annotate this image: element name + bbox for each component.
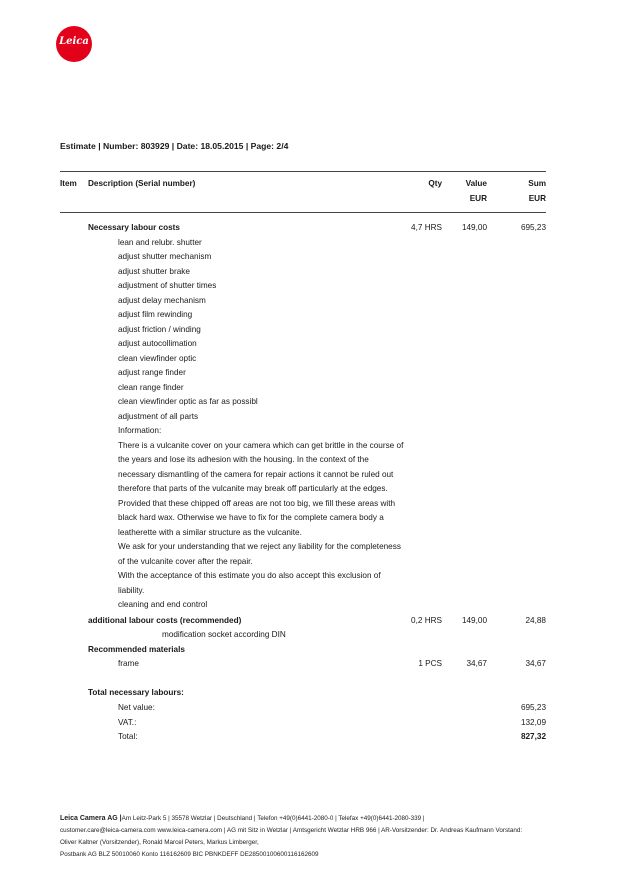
labour-value: 149,00 <box>461 223 487 232</box>
labour-line: adjust friction / winding <box>118 324 201 334</box>
labour-line: adjust shutter brake <box>118 266 190 276</box>
additional-line: modification socket according DIN <box>162 630 286 639</box>
col-value-unit: EUR <box>469 194 487 203</box>
labour-line: clean viewfinder optic as far as possibl <box>118 397 258 406</box>
labour-line: Information: <box>118 426 162 435</box>
total-label: Total: <box>118 732 138 741</box>
footer-line-1 <box>60 815 425 822</box>
labour-line: adjust autocollimation <box>118 339 197 348</box>
col-description-header: Description (Serial number) <box>88 179 196 188</box>
labour-line: adjustment of shutter times <box>118 281 217 290</box>
header-bottom-rule <box>60 212 546 213</box>
labour-line: the years and lose its adhesion with the housing. In the context of the <box>118 455 369 464</box>
labour-line: lean and relubr. shutter <box>118 237 202 247</box>
col-item-header: Item <box>60 179 77 188</box>
labour-line: adjust film rewinding <box>118 310 193 319</box>
footer-line-4: Postbank AG BLZ 50010060 Konto 116162609 BIC PBNKDEFF DE28500100600116162609 <box>60 851 319 858</box>
footer-company: Leica Camera AG | <box>60 815 122 822</box>
footer-address: Am Leitz-Park 5 | 35578 Wetzlar | Deutschland | Telefon +49(0)6441-2080-0 | Telefax +49(0)6441-2080-339 | <box>121 815 425 822</box>
labour-line: cleaning and end control <box>118 600 208 609</box>
vat-value: 132,09 <box>520 717 546 727</box>
materials-sum: 34,67 <box>525 659 546 668</box>
labour-title: Necessary labour costs <box>88 223 180 232</box>
labour-sum: 695,23 <box>520 223 546 232</box>
net-value: 695,23 <box>520 703 546 712</box>
col-value-header: Value <box>465 179 487 188</box>
additional-value: 149,00 <box>461 616 487 625</box>
labour-line: Provided that these chipped off areas are not too big, we fill these areas with <box>118 498 396 508</box>
net-label: Net value: <box>118 703 155 712</box>
total-value: 827,32 <box>520 732 546 741</box>
labour-line: We ask for your understanding that we reject any liability for the completeness <box>118 542 401 551</box>
materials-value: 34,67 <box>466 659 487 668</box>
additional-sum: 24,88 <box>525 616 546 625</box>
labour-line: therefore that parts of the vulcanite may break off particularly at the edges. <box>118 484 388 493</box>
labour-line: adjust range finder <box>118 368 186 377</box>
footer-line-3: Oliver Kaltner (Vorsitzender), Ronald Marcel Peters, Markus Limberger, <box>60 839 259 846</box>
additional-title: additional labour costs (recommended) <box>88 616 242 625</box>
labour-line: necessary dismantling of the camera for repair actions it cannot be ruled out <box>118 469 394 479</box>
labour-line: leatherette with a similar structure as the vulcanite. <box>118 527 302 537</box>
labour-line: adjustment of all parts <box>118 411 199 421</box>
labour-line: There is a vulcanite cover on your camera which can get brittle in the course of <box>118 440 404 450</box>
col-qty-header: Qty <box>428 179 442 188</box>
col-sum-header: Sum <box>528 179 546 188</box>
col-sum-unit: EUR <box>528 194 546 203</box>
vat-label: VAT.: <box>118 717 137 727</box>
labour-line: adjust delay mechanism <box>118 295 206 305</box>
labour-line: With the acceptance of this estimate you do also accept this exclusion of <box>118 571 381 580</box>
estimate-title: Estimate | Number: 803929 | Date: 18.05.2015 | Page: 2/4 <box>60 141 289 151</box>
leica-logo <box>56 26 92 62</box>
materials-item: frame <box>118 659 139 668</box>
logo-text: Leica <box>59 36 89 47</box>
labour-line: adjust shutter mechanism <box>118 252 212 261</box>
labour-line: of the vulcanite cover after the repair. <box>118 556 253 566</box>
totals-title: Total necessary labours: <box>88 688 184 697</box>
materials-title: Recommended materials <box>88 645 185 654</box>
footer-line-2: customer.care@leica-camera.com www.leica-camera.com | AG mit Sitz in Wetzlar | Amtsgericht Wetzlar HRB 966 | AR-Vorsitzender: Dr. Andreas Kaufmann Vorstand: <box>60 827 523 834</box>
labour-line: black hard wax. Otherwise we have to fix for the complete camera body a <box>118 513 384 522</box>
labour-qty: 4,7 HRS <box>411 223 442 232</box>
header-top-rule <box>60 171 546 172</box>
labour-line: clean viewfinder optic <box>118 353 197 363</box>
labour-line: liability. <box>118 585 145 595</box>
labour-line: clean range finder <box>118 382 184 392</box>
additional-qty: 0,2 HRS <box>411 616 442 625</box>
materials-qty: 1 PCS <box>418 659 442 668</box>
